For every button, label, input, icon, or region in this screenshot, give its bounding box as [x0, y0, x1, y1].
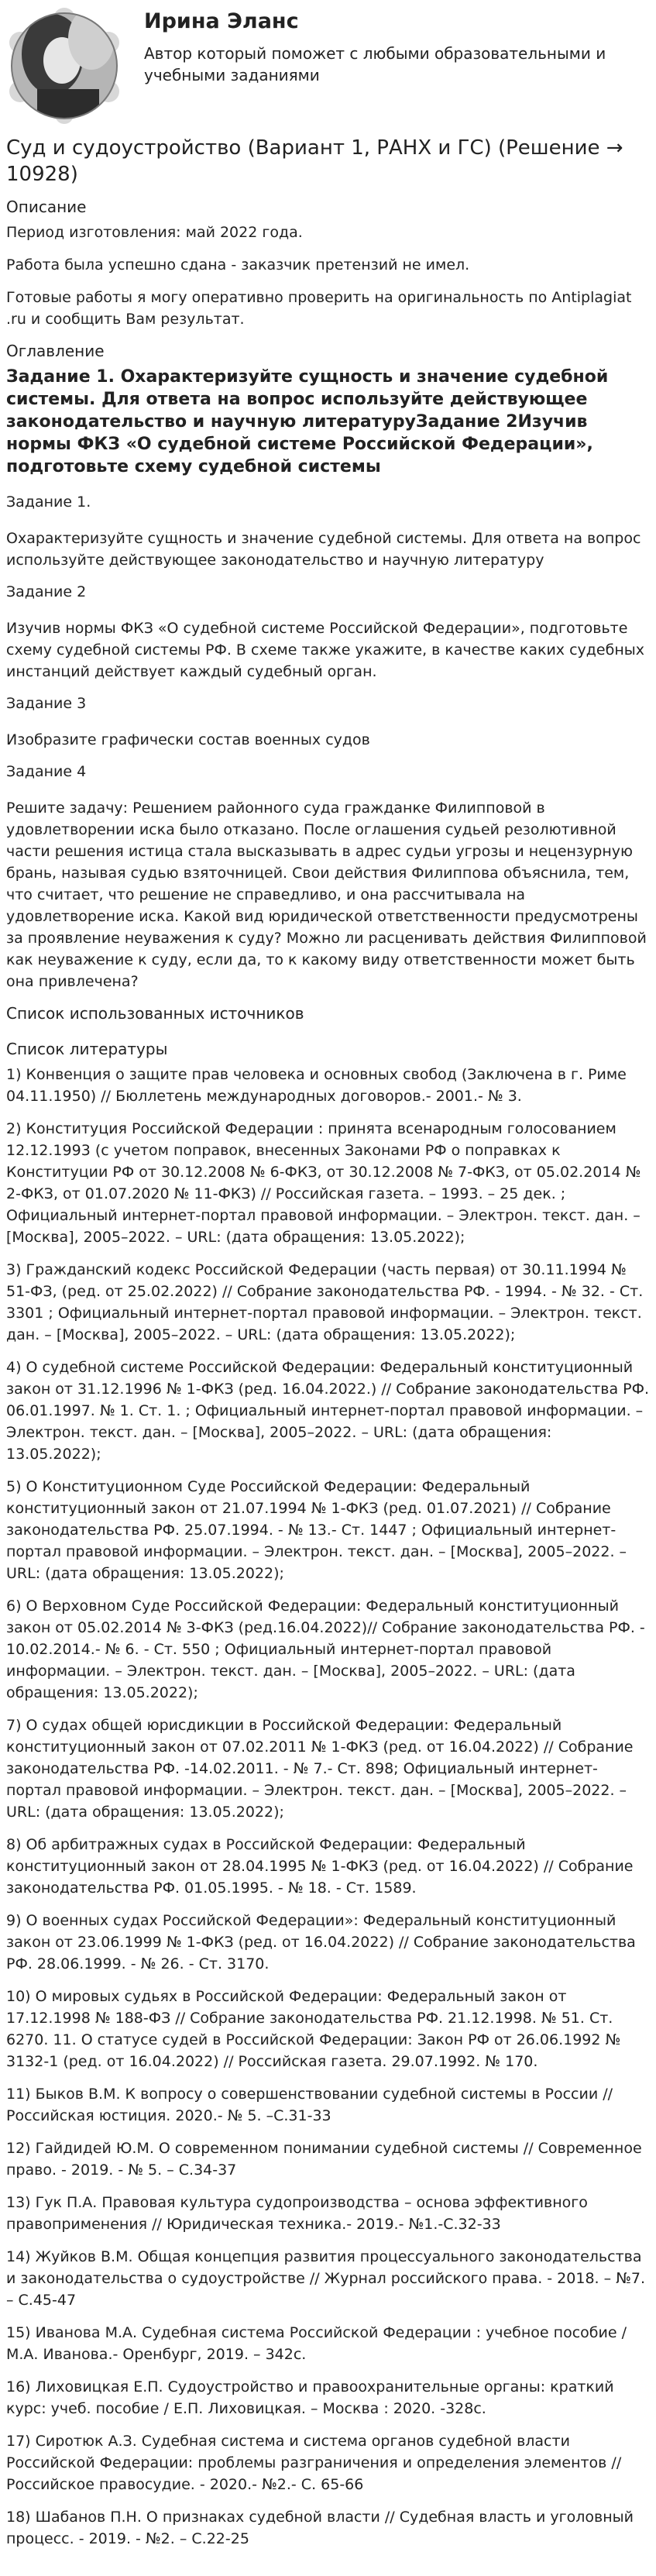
task-label: Задание 3 [6, 695, 87, 712]
sources-label: Список использованных источников [6, 1004, 304, 1023]
list-item: 17) Сиротюк А.З. Судебная система и система органов судебной власти Российской Федерации: проблемы разграничения и определения элементов // Российское правосудие. - 2020.- №2.- С. 65-66 [6, 2433, 622, 2493]
list-item: 1) Конвенция о защите прав человека и основных свобод (Заключена в г. Риме 04.11.1950) // Бюллетень международных договоров.- 2001.- № 3. [6, 1066, 627, 1105]
task-label: Задание 1. [6, 494, 91, 511]
list-item: 7) О судах общей юрисдикции в Российской Федерации: Федеральный конституционный закон от 07.02.2011 № 1-ФКЗ (ред. от 16.04.2022) // Собрание законодательства РФ. -14.02.2011. - № 7.- Ст. 898; Официальный интернет-портал правовой информации. – Электрон. текст. дан. – [Москва], 2005–2022. – URL: (дата обращения: 13.05.2022); [6, 1717, 634, 1821]
task-text: Изучив нормы ФКЗ «О судебной системе Российской Федерации», подготовьте схему судебной системы РФ. В схеме также укажите, в качестве каких судебных инстанций действует каждый судебный орган. [6, 620, 644, 680]
avatar[interactable] [6, 8, 122, 124]
description-paragraph: Период изготовления: май 2022 года. [6, 224, 303, 241]
list-item: 18) Шабанов П.Н. О признаках судебной власти // Судебная власть и уголовный процесс. - 2019. - №2. – С.22-25 [6, 2509, 634, 2547]
author-name[interactable]: Ирина Эланс [144, 9, 299, 33]
list-item: 10) О мировых судьях в Российской Федерации: Федеральный закон от 17.12.1998 № 188-ФЗ // Собрание законодательства РФ. 21.12.1998. № 51. Ст. 6270. 11. О статусе судей в Российской Федерации: Закон РФ от 26.06.1992 № 3132-1 (ред. от 16.04.2022) // Российская газета. 29.07.1992. № 170. [6, 1988, 621, 2070]
list-item: 11) Быков В.М. К вопросу о совершенствовании судебной системы в России // Российская юстиция. 2020.- № 5. –С.31-33 [6, 2086, 613, 2124]
list-item: 9) О военных судах Российской Федерации»: Федеральный конституционный закон от 23.06.1999 № 1-ФКЗ (ред. от 16.04.2022) // Собрание законодательства РФ. 28.06.1999. - № 26. - Ст. 3170. [6, 1912, 636, 1972]
list-item: 12) Гайдидей Ю.М. О современном понимании судебной системы // Современное право. - 2019. - № 5. – С.34-37 [6, 2140, 642, 2179]
description-paragraph: Готовые работы я могу оперативно проверить на оригинальность по Antiplagiat .ru и сообщить Вам результат. [6, 289, 632, 328]
list-item: 2) Конституция Российской Федерации : принята всенародным голосованием 12.12.1993 (с учетом поправок, внесенных Законами РФ о поправках к Конституции РФ от 30.12.2008 № 6-ФКЗ, от 30.12.2008 № 7-ФКЗ, от 05.02.2014 № 2-ФКЗ, от 01.07.2020 № 11-ФКЗ) // Российская газета. – 1993. – 25 дек. ; Официальный интернет-портал правовой информации. – Электрон. текст. дан. – [Москва], 2005–2022. – URL: (дата обращения: 13.05.2022); [6, 1120, 641, 1246]
reference-list [6, 1064, 650, 2550]
list-item: 15) Иванова М.А. Судебная система Российской Федерации : учебное пособие / М.А. Иванова.- Оренбург, 2019. – 342с. [6, 2324, 627, 2363]
list-item: 16) Лиховицкая Е.П. Судоустройство и правоохранительные органы: краткий курс: учеб. пособие / Е.П. Лиховицкая. – Москва : 2020. -328с. [6, 2378, 614, 2417]
list-item: 4) О судебной системе Российской Федерации: Федеральный конституционный закон от 31.12.1996 № 1-ФКЗ (ред. 16.04.2022.) // Собрание законодательства РФ. 06.01.1997. № 1. Ст. 1. ; Официальный интернет-портал правовой информации. – Электрон. текст. дан. – [Москва], 2005–2022. – URL: (дата обращения: 13.05.2022); [6, 1359, 650, 1463]
list-item: 5) О Конституционном Суде Российской Федерации: Федеральный конституционный закон от 21.07.1994 № 1-ФКЗ (ред. 01.07.2021) // Собрание законодательства РФ. 25.07.1994. - № 13.- Ст. 1447 ; Официальный интернет-портал правовой информации. – Электрон. текст. дан. – [Москва], 2005–2022. – URL: (дата обращения: 13.05.2022); [6, 1478, 627, 1582]
list-item: 13) Гук П.А. Правовая культура судопроизводства – основа эффективного правоприменения // Юридическая техника.- 2019.- №1.-С.32-33 [6, 2194, 588, 2233]
author-description: Автор который поможет с любыми образовательными и учебными заданиями [144, 44, 606, 84]
toc-label: Оглавление [6, 342, 105, 360]
task-text: Охарактеризуйте сущность и значение судебной системы. Для ответа на вопрос используйте действующее законодательство и научную литературу [6, 530, 641, 569]
sources-sublabel: Список литературы [6, 1040, 168, 1058]
list-item: 14) Жуйков В.М. Общая концепция развития процессуального законодательства и законодательства о судоустройстве // Журнал российского права. - 2018. – №7. – С.45-47 [6, 2248, 646, 2309]
task-label: Задание 4 [6, 763, 87, 780]
author-info [144, 0, 609, 86]
description-paragraph: Работа была успешно сдана - заказчик претензий не имел. [6, 256, 470, 273]
avatar-photo-icon [6, 8, 122, 124]
description-label: Описание [6, 198, 87, 216]
task-label: Задание 2 [6, 583, 87, 600]
list-item: 8) Об арбитражных судах в Российской Федерации: Федеральный конституционный закон от 28.04.1995 № 1-ФКЗ (ред. от 16.04.2022) // Собрание законодательства РФ. 01.05.1995. - № 18. - Ст. 1589. [6, 1836, 634, 1897]
list-item: 6) О Верховном Суде Российской Федерации: Федеральный конституционный закон от 05.02.2014 № 3-ФКЗ (ред.16.04.2022)// Собрание законодательства РФ. - 10.02.2014.- № 6. - Ст. 550 ; Официальный интернет-портал правовой информации. – Электрон. текст. дан. – [Москва], 2005–2022. – URL: (дата обращения: 13.05.2022); [6, 1598, 645, 1701]
task-text: Изобразите графически состав военных судов [6, 731, 370, 748]
toc-heading: Задание 1. Охарактеризуйте сущность и значение судебной системы. Для ответа на вопрос используйте действующее законодательство и научную литературуЗадание 2Изучив нормы ФКЗ «О судебной системе Российской Федерации», подготовьте схему судебной системы [6, 367, 609, 476]
task-text: Решите задачу: Решением районного суда гражданке Филипповой в удовлетворении иска было отказано. После оглашения судьей резолютивной части решения истица стала высказывать в адрес судьи угрозы и нецензурную брань, называя судью взяточницей. Свои действия Филиппова объяснила, тем, что считает, что решение не справедливо, и она рассчитывала на удовлетворение иска. Какой вид юридической ответственности предусмотрены за проявление неуважения к суду? Можно ли расценивать действия Филипповой как неуважение к суду, если да, то к какому виду ответственности может быть она привлечена? [6, 800, 647, 990]
list-item: 3) Гражданский кодекс Российской Федерации (часть первая) от 30.11.1994 № 51-ФЗ, (ред. от 25.02.2022) // Собрание законодательства РФ. - 1994. - № 32. - Ст. 3301 ; Официальный интернет-портал правовой информации. – Электрон. текст. дан. – [Москва], 2005–2022. – URL: (дата обращения: 13.05.2022); [6, 1261, 644, 1343]
author-header [6, 0, 650, 135]
page-title: Суд и судоустройство (Вариант 1, РАНХ и ГС) (Решение → 10928) [6, 136, 623, 186]
